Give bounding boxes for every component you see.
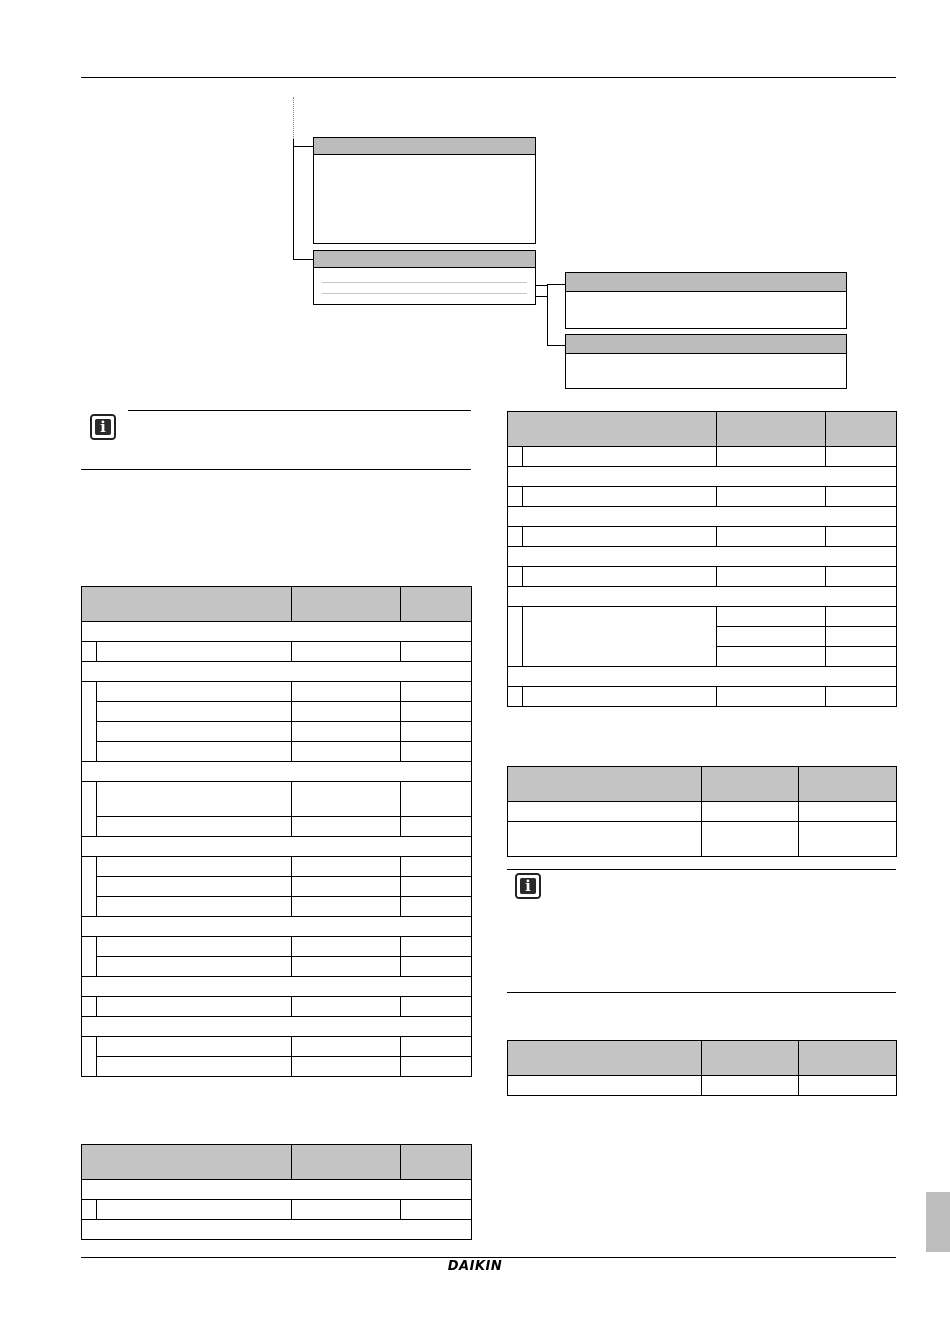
- cell: [97, 1200, 292, 1220]
- tree-connector: [536, 296, 547, 297]
- group-cell: [508, 467, 897, 487]
- cell: [292, 877, 401, 897]
- group-row: [82, 1220, 472, 1240]
- right-table-3: [507, 1040, 897, 1096]
- cell: [292, 782, 401, 817]
- table-row: [82, 897, 472, 917]
- tree-main-stem: [293, 139, 294, 259]
- cell: [97, 857, 292, 877]
- table-row: [82, 1200, 472, 1220]
- table-header-row: [508, 412, 897, 447]
- header-cell: [292, 1145, 401, 1180]
- cell: [401, 782, 472, 817]
- table-row: [508, 822, 897, 857]
- row-marker: [82, 937, 97, 977]
- table-row: [82, 742, 472, 762]
- cell: [401, 877, 472, 897]
- note-top-rule: [507, 869, 896, 870]
- header-cell: [826, 412, 897, 447]
- group-row: [82, 622, 472, 642]
- row-marker: [82, 997, 97, 1017]
- cell: [292, 1057, 401, 1077]
- table-row: [82, 877, 472, 897]
- group-row: [508, 467, 897, 487]
- menu-box-1: [313, 137, 536, 244]
- menu-box-1-header: [314, 138, 535, 155]
- group-cell: [82, 662, 472, 682]
- cell: [799, 1076, 897, 1096]
- cell: [826, 627, 897, 647]
- cell: [826, 447, 897, 467]
- right-table-1: [507, 411, 897, 707]
- header-cell: [508, 767, 702, 802]
- cell: [97, 817, 292, 837]
- group-row: [82, 1180, 472, 1200]
- cell: [523, 607, 717, 667]
- info-note-left: [81, 410, 471, 472]
- row-marker: [508, 447, 523, 467]
- header-cell: [82, 587, 292, 622]
- cell: [97, 642, 292, 662]
- group-cell: [82, 762, 472, 782]
- group-row: [82, 1017, 472, 1037]
- left-table-1: [81, 586, 472, 1077]
- group-cell: [82, 977, 472, 997]
- group-row: [82, 977, 472, 997]
- tree-branch-1: [293, 146, 314, 147]
- cell: [97, 1057, 292, 1077]
- cell: [97, 897, 292, 917]
- group-row: [82, 662, 472, 682]
- left-table-2: [81, 1144, 472, 1240]
- cell: [508, 802, 702, 822]
- cell: [702, 1076, 799, 1096]
- info-note-right: [507, 869, 896, 995]
- header-cell: [292, 587, 401, 622]
- cell: [826, 487, 897, 507]
- info-icon: [515, 873, 541, 899]
- cell: [523, 687, 717, 707]
- table-header-row: [82, 587, 472, 622]
- right-table-2: [507, 766, 897, 857]
- table-row: [82, 642, 472, 662]
- cell: [401, 722, 472, 742]
- table-row: [508, 447, 897, 467]
- tree-connector: [536, 285, 547, 286]
- table-row: [508, 487, 897, 507]
- header-cell: [717, 412, 826, 447]
- cell: [401, 1037, 472, 1057]
- cell: [292, 1037, 401, 1057]
- cell: [292, 682, 401, 702]
- cell: [292, 937, 401, 957]
- table-row: [82, 857, 472, 877]
- row-marker: [82, 857, 97, 917]
- table-row: [82, 957, 472, 977]
- cell: [292, 897, 401, 917]
- group-cell: [82, 837, 472, 857]
- table-row: [82, 1037, 472, 1057]
- menu-box-3-header: [566, 273, 846, 292]
- table-row: [508, 687, 897, 707]
- tree-dotted-stem: [293, 97, 294, 139]
- cell: [97, 877, 292, 897]
- table-row: [508, 607, 897, 627]
- cell: [826, 567, 897, 587]
- cell: [717, 527, 826, 547]
- menu-box-3: [565, 272, 847, 329]
- cell: [401, 682, 472, 702]
- group-cell: [82, 622, 472, 642]
- group-row: [508, 547, 897, 567]
- cell: [292, 857, 401, 877]
- cell: [401, 742, 472, 762]
- cell: [97, 957, 292, 977]
- header-cell: [508, 1041, 702, 1076]
- cell: [401, 897, 472, 917]
- table-row: [82, 702, 472, 722]
- cell: [826, 607, 897, 627]
- cell: [717, 647, 826, 667]
- cell: [401, 997, 472, 1017]
- cell: [401, 857, 472, 877]
- group-row: [82, 917, 472, 937]
- cell: [523, 527, 717, 547]
- group-cell: [82, 1180, 472, 1200]
- table-row: [508, 802, 897, 822]
- group-row: [508, 507, 897, 527]
- table-row: [82, 997, 472, 1017]
- cell: [292, 742, 401, 762]
- cell: [97, 702, 292, 722]
- cell: [717, 447, 826, 467]
- menu-tree-diagram: [0, 0, 950, 400]
- table-row: [82, 782, 472, 817]
- cell: [292, 702, 401, 722]
- info-icon: [90, 414, 116, 440]
- menu-box-2-subline: [322, 282, 527, 283]
- row-marker: [508, 607, 523, 667]
- cell: [717, 627, 826, 647]
- group-cell: [82, 1220, 472, 1240]
- table-row: [508, 1076, 897, 1096]
- cell: [97, 937, 292, 957]
- cell: [826, 647, 897, 667]
- cell: [717, 567, 826, 587]
- cell: [523, 487, 717, 507]
- footer-rule: [81, 1257, 896, 1258]
- cell: [401, 1200, 472, 1220]
- table-row: [508, 527, 897, 547]
- cell: [717, 487, 826, 507]
- note-top-rule: [128, 410, 471, 411]
- header-cell: [702, 767, 799, 802]
- cell: [97, 682, 292, 702]
- group-row: [82, 837, 472, 857]
- cell: [292, 997, 401, 1017]
- table-row: [82, 1057, 472, 1077]
- cell: [401, 937, 472, 957]
- group-row: [508, 667, 897, 687]
- cell: [292, 817, 401, 837]
- tree-branch-2: [293, 259, 314, 260]
- table-row: [82, 817, 472, 837]
- tree-connector: [547, 284, 566, 285]
- cell: [401, 957, 472, 977]
- chapter-side-tab: [926, 1192, 950, 1252]
- header-cell: [508, 412, 717, 447]
- cell: [292, 722, 401, 742]
- cell: [401, 642, 472, 662]
- cell: [97, 722, 292, 742]
- group-cell: [82, 917, 472, 937]
- row-marker: [82, 642, 97, 662]
- cell: [401, 702, 472, 722]
- menu-box-2-header: [314, 251, 535, 268]
- row-marker: [82, 782, 97, 837]
- info-icon-glyph: i: [95, 419, 111, 435]
- group-cell: [508, 667, 897, 687]
- row-marker: [508, 687, 523, 707]
- menu-box-2-subline: [322, 293, 527, 294]
- cell: [523, 567, 717, 587]
- menu-box-4: [565, 334, 847, 389]
- header-cell: [401, 1145, 472, 1180]
- row-marker: [82, 1037, 97, 1077]
- header-cell: [799, 767, 897, 802]
- cell: [292, 1200, 401, 1220]
- group-cell: [508, 587, 897, 607]
- cell: [826, 527, 897, 547]
- info-icon-glyph: i: [520, 878, 536, 894]
- row-marker: [82, 682, 97, 762]
- table-row: [508, 567, 897, 587]
- header-cell: [401, 587, 472, 622]
- tree-connector: [547, 345, 566, 346]
- group-cell: [82, 1017, 472, 1037]
- cell: [826, 687, 897, 707]
- table-row: [82, 937, 472, 957]
- row-marker: [508, 567, 523, 587]
- cell: [702, 822, 799, 857]
- table-header-row: [508, 1041, 897, 1076]
- cell: [292, 957, 401, 977]
- menu-box-4-header: [566, 335, 846, 354]
- group-row: [508, 587, 897, 607]
- cell: [799, 802, 897, 822]
- row-marker: [82, 1200, 97, 1220]
- table-row: [82, 682, 472, 702]
- row-marker: [508, 527, 523, 547]
- cell: [717, 687, 826, 707]
- cell: [799, 822, 897, 857]
- group-row: [82, 762, 472, 782]
- cell: [97, 782, 292, 817]
- cell: [97, 1037, 292, 1057]
- row-marker: [508, 487, 523, 507]
- cell: [97, 997, 292, 1017]
- cell: [717, 607, 826, 627]
- group-cell: [508, 547, 897, 567]
- cell: [292, 642, 401, 662]
- header-cell: [799, 1041, 897, 1076]
- cell: [401, 1057, 472, 1077]
- cell: [508, 822, 702, 857]
- daikin-logo: DAIKIN: [447, 1259, 503, 1274]
- table-header-row: [82, 1145, 472, 1180]
- header-cell: [82, 1145, 292, 1180]
- cell: [401, 817, 472, 837]
- tree-sub-stem: [547, 284, 548, 346]
- group-cell: [508, 507, 897, 527]
- note-bottom-rule: [507, 992, 896, 993]
- cell: [702, 802, 799, 822]
- menu-box-2: [313, 250, 536, 305]
- cell: [508, 1076, 702, 1096]
- note-bottom-rule: [81, 469, 471, 470]
- cell: [97, 742, 292, 762]
- table-row: [82, 722, 472, 742]
- table-header-row: [508, 767, 897, 802]
- header-cell: [702, 1041, 799, 1076]
- cell: [523, 447, 717, 467]
